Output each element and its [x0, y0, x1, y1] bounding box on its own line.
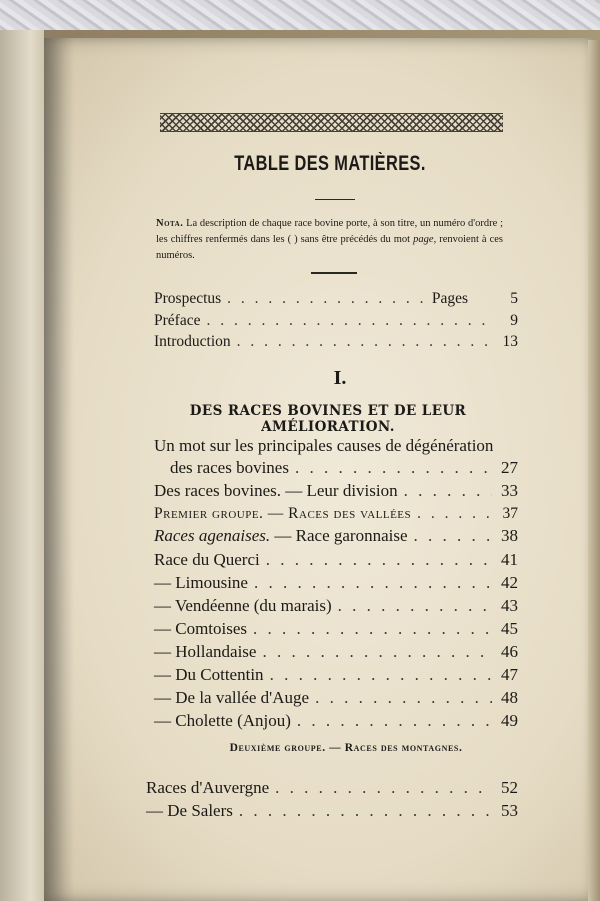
- entry-page-number: 52: [501, 778, 518, 797]
- toc-entry-comtoises: [154, 619, 518, 639]
- pages-label: Pages: [431, 290, 468, 307]
- entry-label: — Cholette (Anjou): [154, 711, 291, 730]
- dot-leader: [338, 596, 492, 616]
- entry-label: — Comtoises: [154, 619, 248, 638]
- entry-page-number: 45: [501, 619, 518, 638]
- entry-label: — Limousine: [154, 573, 248, 592]
- dot-leader: [295, 458, 492, 478]
- toc-entry-group1: [154, 505, 518, 523]
- right-page-edge: [588, 40, 600, 901]
- entry-label: Premier groupe. — Races des vallées: [154, 505, 412, 522]
- nota-italic-word: page: [413, 234, 434, 245]
- nota-text-before: La description de chaque race bovine porte, à son titre, un numéro d'ordre ; les chiffres renfermés dans les ( ) sans être précédés du mot: [156, 218, 503, 245]
- dot-leader: [253, 619, 492, 639]
- toc-entry-causes-line1: Un mot sur les principales causes de dégénération: [154, 436, 494, 455]
- dot-leader: [414, 526, 492, 546]
- entry-label-italic: Races agenaises.: [154, 526, 271, 545]
- entry-label: Races d'Auvergne: [146, 778, 270, 797]
- toc-entry-introduction: [154, 333, 518, 351]
- dot-leader: [239, 801, 492, 821]
- entry-page-number: 9: [510, 312, 518, 329]
- entry-page-number: 27: [501, 458, 518, 477]
- toc-entry-cottentin: [154, 665, 518, 685]
- dot-leader: [227, 290, 426, 308]
- entry-page-number: 49: [501, 711, 518, 730]
- entry-label: — De la vallée d'Auge: [154, 688, 310, 707]
- toc-entry-vendeenne: [154, 596, 518, 616]
- entry-label: [154, 526, 408, 546]
- entry-label: Prospectus: [154, 290, 222, 307]
- nota-text-after: , renvoient à ces numéros.: [156, 234, 503, 261]
- toc-entry-salers: [146, 801, 518, 821]
- entry-page-number: 38: [501, 526, 518, 545]
- dot-leader: [206, 312, 492, 330]
- entry-page-number: 5: [510, 290, 518, 307]
- entry-page-number: 42: [501, 573, 518, 592]
- decorative-header-band: [160, 113, 503, 132]
- entry-page-number: 47: [501, 665, 518, 684]
- entry-label: Des races bovines. — Leur division: [154, 481, 398, 500]
- entry-page-number: 13: [502, 333, 518, 350]
- toc-entry-cholette: [154, 711, 518, 731]
- entry-page-number: 53: [501, 801, 518, 820]
- entry-label: des races bovines: [170, 458, 289, 477]
- nota-paragraph: [156, 216, 503, 264]
- group2-title: Deuxième groupe. — Races des montagnes.: [229, 742, 463, 754]
- nota-label: Nota.: [156, 218, 184, 229]
- dot-leader: [270, 665, 492, 685]
- entry-page-number: 37: [502, 505, 518, 522]
- entry-label: — Du Cottentin: [154, 665, 264, 684]
- toc-entry-auvergne: [146, 778, 518, 798]
- nota-rule: [311, 272, 357, 274]
- toc-entry-preface: [154, 312, 518, 330]
- entry-label: — Vendéenne (du marais): [154, 596, 332, 615]
- section-numeral: I.: [333, 367, 347, 389]
- entry-page-number: 41: [501, 550, 518, 569]
- entry-label: Race du Querci: [154, 550, 260, 569]
- entry-label-rest: — Race garonnaise: [270, 526, 408, 545]
- entry-page-number: 48: [501, 688, 518, 707]
- entry-label: Introduction: [154, 333, 231, 350]
- dot-leader: [297, 711, 492, 731]
- entry-page-number: 33: [501, 481, 518, 500]
- title-rule: [315, 199, 355, 200]
- dot-leader: [315, 688, 492, 708]
- dot-leader: [404, 481, 492, 501]
- gutter-shadow: [44, 38, 74, 901]
- toc-entry-querci: [154, 550, 518, 570]
- entry-label: — Hollandaise: [154, 642, 257, 661]
- toc-entry-limousine: [154, 573, 518, 593]
- entry-page-number: 43: [501, 596, 518, 615]
- toc-entry-agenaises: [154, 526, 518, 546]
- section-title: DES RACES BOVINES ET DE LEUR AMÉLIORATION.: [189, 403, 467, 435]
- toc-entry-division: [154, 481, 518, 501]
- toc-entry-hollandaise: [154, 642, 518, 662]
- left-page-edge: [0, 30, 45, 901]
- dot-leader: [237, 333, 492, 351]
- entry-page-number: 46: [501, 642, 518, 661]
- toc-entry-prospectus: [154, 290, 518, 308]
- page-title: TABLE DES MATIÈRES.: [234, 152, 426, 175]
- entry-label: — De Salers: [146, 801, 233, 820]
- dot-leader: [266, 550, 492, 570]
- dot-leader: [254, 573, 492, 593]
- dot-leader: [262, 642, 492, 662]
- dot-leader: [275, 778, 492, 798]
- entry-label: Préface: [154, 312, 201, 329]
- toc-entry-auge: [154, 688, 518, 708]
- toc-entry-causes-line2: [170, 458, 518, 478]
- dot-leader: [417, 505, 492, 523]
